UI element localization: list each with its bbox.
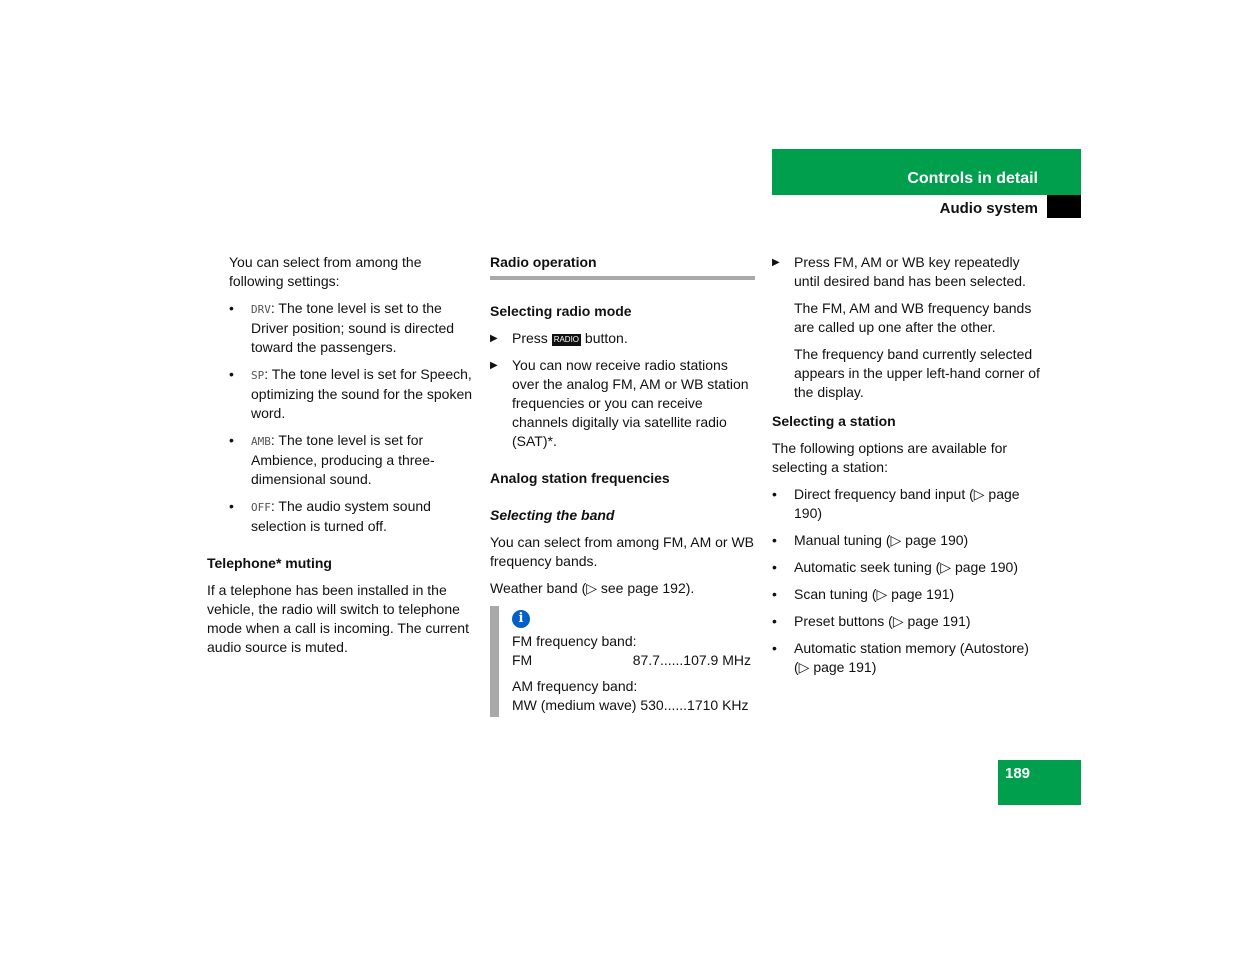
step-text: You can now receive radio stations over the analog FM, AM or WB station frequencies or you can receive channels digitally via satellite radio (SAT)*.	[512, 357, 749, 449]
list-item: • Direct frequency band input (▷ page 190)	[772, 485, 1040, 523]
setting-text: : The tone level is set for Ambience, producing a three-dimensional sound.	[251, 432, 435, 487]
section-header-bar	[772, 149, 1081, 195]
radio-key-icon: RADIO	[553, 335, 580, 344]
list-item	[229, 299, 473, 357]
step-arrow-icon: ▶	[490, 360, 498, 371]
am-range: MW (medium wave) 530......1710 KHz	[512, 697, 749, 713]
list-item	[229, 431, 473, 489]
setting-text: : The tone level is set to the Driver position; sound is directed toward the passengers.	[251, 300, 455, 355]
setting-code: OFF	[251, 501, 271, 514]
page-number: 189	[1005, 765, 1031, 782]
fm-range: 87.7......107.9 MHz	[632, 652, 751, 668]
page-number-box	[998, 760, 1081, 805]
fm-label: FM frequency band:	[512, 633, 637, 649]
selecting-station-heading: Selecting a station	[772, 413, 896, 429]
subsection-title: Audio system	[939, 200, 1038, 217]
instruction-step	[490, 329, 755, 348]
band-note: The frequency band currently selected appears in the upper left-hand corner of the display.	[794, 346, 1040, 400]
am-label: AM frequency band:	[512, 678, 638, 694]
list-item: • Automatic seek tuning (▷ page 190)	[772, 558, 1040, 577]
step-text: button.	[584, 330, 628, 346]
band-note: The FM, AM and WB frequency bands are called up one after the other.	[794, 300, 1032, 335]
setting-text: : The tone level is set for Speech, optimizing the sound for the spoken word.	[251, 366, 473, 421]
list-item	[229, 497, 473, 536]
list-item: • Scan tuning (▷ page 191)	[772, 585, 1040, 604]
list-item: • Preset buttons (▷ page 191)	[772, 612, 1040, 631]
muting-text: If a telephone has been installed in the vehicle, the radio will switch to telephone mode when a call is incoming. The current audio source is muted.	[207, 582, 469, 655]
weather-band-text: Weather band (▷ see page 192).	[490, 580, 695, 596]
selecting-band-heading: Selecting the band	[490, 507, 615, 523]
step-text: Press FM, AM or WB key repeatedly until desired band has been selected.	[794, 254, 1026, 289]
instruction-step	[772, 253, 1040, 291]
muting-heading: Telephone* muting	[207, 555, 332, 571]
info-icon: i	[512, 610, 530, 628]
subsection-marker	[1047, 195, 1081, 218]
setting-code: AMB	[251, 435, 271, 448]
setting-code: DRV	[251, 303, 271, 316]
column-right	[772, 253, 1040, 685]
list-item: • Automatic station memory (Autostore) (▷ page 191)	[772, 639, 1040, 677]
info-box	[490, 606, 755, 717]
section-title: Controls in detail	[907, 170, 1038, 187]
am-info	[512, 677, 755, 715]
list-item: • Manual tuning (▷ page 190)	[772, 531, 1040, 550]
fm-info	[512, 632, 755, 670]
column-left	[207, 253, 473, 665]
radio-mode-heading: Selecting radio mode	[490, 303, 632, 319]
step-text: Press	[512, 330, 548, 346]
list-item	[229, 365, 473, 423]
step-arrow-icon: ▶	[772, 257, 780, 268]
station-intro: The following options are available for selecting a station:	[772, 440, 1008, 475]
band-text: You can select from among FM, AM or WB frequency bands.	[490, 534, 755, 569]
analog-frequencies-heading: Analog station frequencies	[490, 470, 670, 486]
settings-list	[229, 299, 473, 536]
station-options-list	[772, 485, 1040, 677]
fm-name: FM	[512, 652, 533, 668]
setting-text: : The audio system sound selection is turned off.	[251, 498, 431, 534]
instruction-step	[490, 356, 755, 451]
setting-code: SP	[251, 369, 265, 382]
radio-operation-heading: Radio operation	[490, 253, 755, 280]
settings-intro: You can select from among the following settings:	[229, 254, 422, 289]
column-middle	[490, 253, 755, 717]
step-arrow-icon: ▶	[490, 333, 498, 344]
